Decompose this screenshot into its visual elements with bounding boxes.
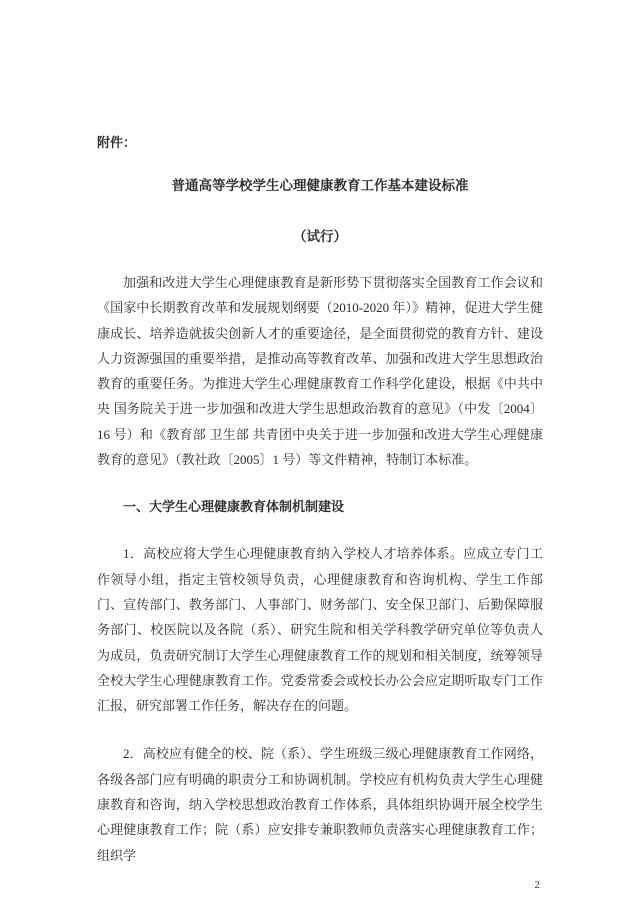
document-subtitle: （试行） xyxy=(293,229,347,244)
intro-paragraph: 加强和改进大学生心理健康教育是新形势下贯彻落实全国教育工作会议和《国家中长期教育改革和发展规划纲要（2010-2020 年）》精神，促进大学生健康成长、培养造就拔尖创新人才的重要途径，是全面贯彻党的教育方针、建设人力资源强国的重要举措，是推动高等教育改革、加强和改进大学生思想政治教育的重要任务。为推进大学生心理健康教育工作科学化建设，根据《中共中央 国务院关于进一步加强和改进大学生思想政治教育的意见》（中发〔2004〕16 号）和《教育部 卫生部 共青团中央关于进一步加强和改进大学生心理健康教育的意见》（教社政〔2005〕1 号）等文件精神，特制订本标准。 xyxy=(97,275,543,468)
section-1-item-2: 2．高校应有健全的校、院（系）、学生班级三级心理健康教育工作网络，各级各部门应有明确的职责分工和协调机制。学校应有机构负责大学生心理健康教育和咨询，纳入学校思想政治教育工作体系，具体组织协调开展全校学生心理健康教育工作；院（系）应安排专兼职教师负责落实心理健康教育工作；组织学 xyxy=(97,746,543,863)
section-1-item-1: 1．高校应将大学生心理健康教育纳入学校人才培养体系。应成立专门工作领导小组，指定主管校领导负责，心理健康教育和咨询机构、学生工作部门、宣传部门、教务部门、人事部门、财务部门、安全保卫部门、后勤保障服务部门、校医院以及各院（系）、研究生院和相关学科教学研究单位等负责人为成员，负责研究制订大学生心理健康教育工作的规划和相关制度，统筹领导全校大学生心理健康教育工作。党委常委会或校长办公会应定期听取专门工作汇报，研究部署工作任务，解决存在的问题。 xyxy=(97,546,543,714)
document-content xyxy=(97,130,543,868)
document-title: 普通高等学校学生心理健康教育工作基本建设标准 xyxy=(171,178,469,193)
attachment-label: 附件： xyxy=(97,135,137,150)
section-1-heading: 一、大学生心理健康教育体制机制建设 xyxy=(123,499,345,515)
page-number: 2 xyxy=(534,879,540,891)
